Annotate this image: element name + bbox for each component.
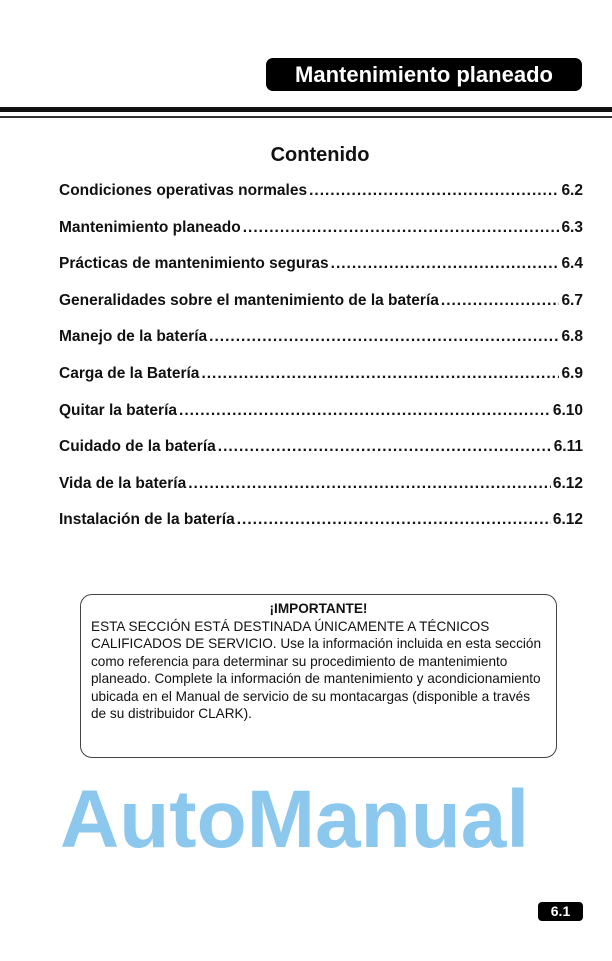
- toc-entry[interactable]: [59, 328, 583, 365]
- toc-leader: [309, 182, 559, 200]
- header-rule-thin: [0, 116, 612, 118]
- toc-leader: [218, 438, 552, 456]
- toc-entry[interactable]: [59, 182, 583, 219]
- important-notice-box: [80, 594, 557, 758]
- toc-label: Manejo de la batería: [59, 328, 208, 346]
- toc-page: 6.9: [561, 364, 583, 382]
- toc-label: Condiciones operativas normales: [59, 182, 308, 199]
- toc-page: 6.3: [561, 218, 583, 236]
- toc-entry[interactable]: [59, 511, 583, 548]
- page-number-badge: 6.1: [538, 902, 583, 921]
- toc-label: Mantenimiento planeado: [59, 218, 241, 236]
- toc-entry[interactable]: [59, 365, 583, 402]
- section-title-badge: Mantenimiento planeado: [266, 58, 582, 91]
- toc-page: 6.12: [552, 511, 583, 529]
- toc-page: 6.8: [561, 328, 583, 346]
- toc-leader: [179, 402, 551, 420]
- header-rule-thick: [0, 107, 612, 112]
- toc-page: 6.12: [552, 474, 583, 492]
- contents-title: Contenido: [270, 144, 370, 166]
- toc-label: Prácticas de mantenimiento seguras: [59, 255, 329, 273]
- notice-heading: ¡IMPORTANTE!: [269, 601, 368, 616]
- watermark: AutoManual: [60, 774, 530, 865]
- toc-label: Carga de la Batería: [59, 364, 200, 382]
- toc-entry[interactable]: [59, 402, 583, 439]
- toc-entry[interactable]: [59, 438, 583, 475]
- toc-leader: [201, 365, 559, 383]
- toc-page: 6.4: [561, 255, 583, 273]
- toc-page: 6.2: [561, 182, 583, 199]
- toc-entry[interactable]: [59, 219, 583, 256]
- toc-leader: [237, 511, 551, 529]
- toc-label: Generalidades sobre el mantenimiento de la batería: [59, 291, 439, 309]
- toc-entry[interactable]: [59, 255, 583, 292]
- toc-page: 6.7: [561, 291, 583, 309]
- toc-leader: [331, 255, 560, 273]
- toc-entry[interactable]: [59, 475, 583, 512]
- toc-leader: [209, 328, 559, 346]
- notice-body: ESTA SECCIÓN ESTÁ DESTINADA ÚNICAMENTE A TÉCNICOS CALIFICADOS DE SERVICIO. Use la información incluida en esta sección como referencia para determinar su procedimiento de mantenimiento planeado. Complete la información de mantenimiento y acondicionamiento ubicada en el Manual de servicio de su montacargas (disponible a través de su distribuidor CLARK).: [91, 618, 542, 721]
- toc-label: Instalación de la batería: [59, 511, 235, 529]
- toc-leader: [243, 219, 560, 237]
- table-of-contents: [59, 182, 583, 548]
- toc-leader: [188, 475, 551, 493]
- toc-entry[interactable]: [59, 292, 583, 329]
- toc-label: Quitar la batería: [59, 401, 178, 419]
- toc-page: 6.11: [553, 438, 583, 456]
- toc-page: 6.10: [552, 401, 583, 419]
- toc-leader: [441, 292, 560, 310]
- toc-label: Vida de la batería: [59, 474, 187, 492]
- toc-label: Cuidado de la batería: [59, 438, 216, 456]
